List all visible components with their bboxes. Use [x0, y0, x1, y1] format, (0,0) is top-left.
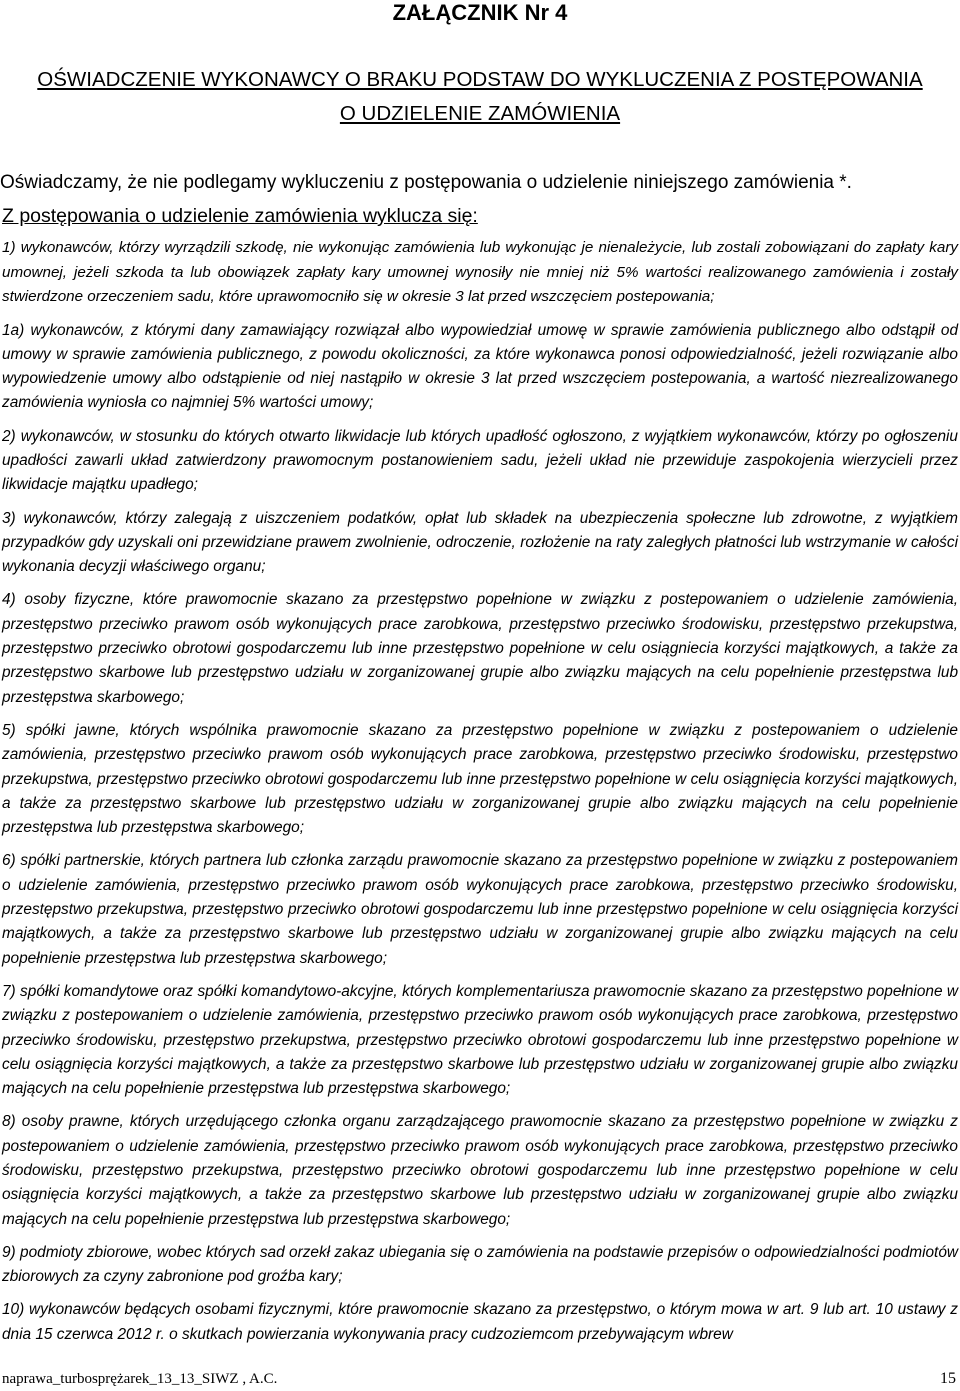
declaration-heading-line-1: OŚWIADCZENIE WYKONAWCY O BRAKU PODSTAW DO WYKLUCZENIA Z POSTĘPOWANIA: [37, 68, 923, 91]
exclusion-item-2: 2) wykonawców, w stosunku do których otwarto likwidacje lub których upadłość ogłoszono, z wyjątkiem wykonawców, którzy po ogłoszeniu upadłości zawarli układ zatwierdzony prawomocnym postanowieniem sadu, jeżeli układ nie przewiduje zaspokojenia wierzycieli przez likwidacje majątku upadłego;: [2, 427, 958, 494]
exclusion-item-7: 7) spółki komandytowe oraz spółki komandytowo-akcyjne, których komplementariusza prawomocnie skazano za przestępstwo popełnione w związku z postepowaniem o udzielenie zamówienia, przestępstwo przeciwko prawom osób wykonujących prace zarobkowa, przestępstwo przeciwko środowisku, przestępstwo przekupstwa, przestępstwo przeciwko obrotowi gospodarczemu lub inne przestępstwo popełnione w celu osiągnięcia korzyści majątkowych, a także za przestępstwo skarbowe lub przestępstwo udziału w zorganizowanej grupie albo związku mających na celu popełnienie przestępstwa lub przestępstwa skarbowego;: [2, 982, 958, 1098]
exclusion-heading: Z postępowania o udzielenie zamówienia wyklucza się:: [2, 205, 478, 227]
exclusion-item-1: 1) wykonawców, którzy wyrządzili szkodę, nie wykonując zamówienia lub wykonując je nienależycie, lub zostali zobowiązani do zapłaty kary umownej, jeżeli szkoda ta lub obowiązek zapłaty kary umownej wynosiły nie mniej niż 5% wartości realizowanego zamówienia i zostały stwierdzone orzeczeniem sadu, które uprawomocniło się w okresie 3 lat przed wszczęciem postepowania;: [2, 239, 958, 305]
exclusion-item-10: 10) wykonawców będących osobami fizycznymi, które prawomocnie skazano za przestępstwo, o którym mowa w art. 9 lub art. 10 ustawy z dnia 15 czerwca 2012 r. o skutkach powierzania wykonywania pracy cudzoziemcom przebywającym wbrew: [2, 1301, 958, 1343]
exclusion-item-4: 4) osoby fizyczne, które prawomocnie skazano za przestępstwo popełnione w związku z postepowaniem o udzielenie zamówienia, przestępstwo przeciwko prawom osób wykonujących prace zarobkowa, przestępstwo przeciwko środowisku, przestępstwo przekupstwa, przestępstwo przeciwko obrotowi gospodarczemu lub inne przestępstwo popełnione w celu osiągniecia korzyści majątkowych, a także za przestępstwo skarbowe lub przestępstwo udziału w zorganizowanej grupie albo związku mających na celu popełnienie przestępstwa lub przestępstwa skarbowego;: [2, 591, 958, 706]
exclusion-list: [2, 236, 958, 1356]
exclusion-item-8: 8) osoby prawne, których urzędującego członka organu zarządzającego prawomocnie skazano za przestępstwo popełnione w związku z postepowaniem o udzielenie zamówienia, przestępstwo przeciwko prawom osób wykonujących prace zarobkowa, przestępstwo przeciwko środowisku, przestępstwo przekupstwa, przestępstwo przeciwko obrotowi gospodarczemu lub inne przestępstwo popełnione w celu osiągnięcia korzyści majątkowych, a także za przestępstwo skarbowe lub przestępstwo udziału w zorganizowanej grupie albo związku mających na celu popełnienie przestępstwa lub przestępstwa skarbowego;: [2, 1113, 958, 1228]
declaration-statement: Oświadczamy, że nie podlegamy wykluczeniu z postępowania o udzielenie niniejszego zamówienia *.: [0, 172, 852, 193]
exclusion-item-9: 9) podmioty zbiorowe, wobec których sad orzekł zakaz ubiegania się o zamówienia na podstawie przepisów o odpowiedzialności podmiotów zbiorowych za czyny zabronione pod groźba kary;: [2, 1243, 958, 1286]
exclusion-item-3: 3) wykonawców, którzy zalegają z uiszczeniem podatków, opłat lub składek na ubezpieczenia społeczne lub zdrowotne, z wyjątkiem przypadków gdy uzyskali oni przewidziane prawem zwolnienie, odroczenie, rozłożenie na raty zaległych płatności lub wstrzymanie w całości wykonania decyzji właściwego organu;: [2, 509, 958, 576]
page-title: ZAŁĄCZNIK Nr 4: [392, 0, 568, 25]
declaration-heading-line-2: O UDZIELENIE ZAMÓWIENIA: [339, 102, 621, 125]
exclusion-item-1a: 1a) wykonawców, z którymi dany zamawiający rozwiązał albo wypowiedział umowę w sprawie zamówienia publicznego albo odstąpił od umowy w sprawie zamówienia publicznego, z powodu okoliczności, za które wykonawca ponosi odpowiedzialność, jeżeli rozwiązanie albo wypowiedzenie umowy albo odstąpienie od niej nastąpiło w okresie 3 lat przed wszczęciem postepowania, a wartość niezrealizowanego zamówienia wyniosła co najmniej 5% wartości umowy;: [2, 321, 958, 412]
exclusion-item-5: 5) spółki jawne, których wspólnika prawomocnie skazano za przestępstwo popełnione w związku z postepowaniem o udzielenie zamówienia, przestępstwo przeciwko prawom osób wykonujących prace zarobkowa, przestępstwo przeciwko środowisku, przestępstwo przekupstwa, przestępstwo przeciwko obrotowi gospodarczemu lub inne przestępstwo popełnione w celu osiągnięcia korzyści majątkowych, a także za przestępstwo skarbowe lub przestępstwo udziału w zorganizowanej grupie albo związku mających na celu popełnienie przestępstwa lub przestępstwa skarbowego;: [2, 721, 958, 837]
footer-document-id: naprawa_turbosprężarek_13_13_SIWZ , A.C.: [2, 1371, 278, 1387]
footer-page-number: 15: [940, 1370, 956, 1387]
exclusion-item-6: 6) spółki partnerskie, których partnera lub członka zarządu prawomocnie skazano za przestępstwo popełnione w związku z postepowaniem o udzielenie zamówienia, przestępstwo przeciwko prawom osób wykonujących prace zarobkowa, przestępstwo przeciwko środowisku, przestępstwo przekupstwa, przestępstwo przeciwko obrotowi gospodarczemu lub inne przestępstwo popełnione w celu osiągnięcia korzyści majątkowych, a także za przestępstwo skarbowe lub przestępstwo udziału w zorganizowanej grupie albo związku mających na celu popełnienie przestępstwa lub przestępstwa skarbowego;: [2, 852, 958, 967]
